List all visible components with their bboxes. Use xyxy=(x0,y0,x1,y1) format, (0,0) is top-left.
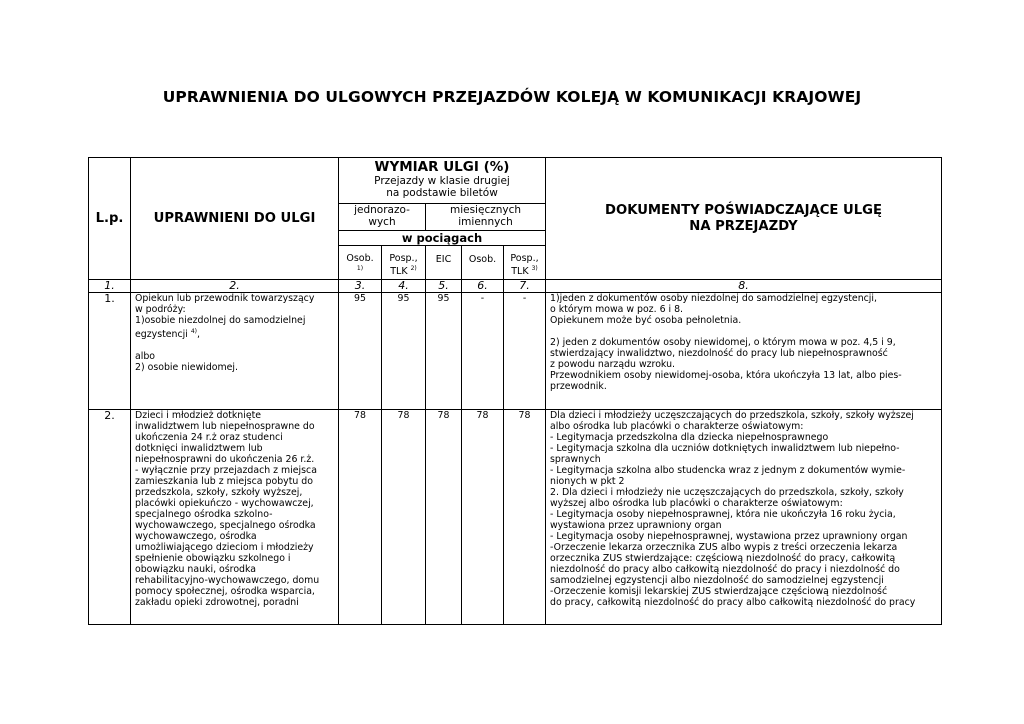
text-line: z powodu narządu wzroku. xyxy=(550,359,675,370)
col-posp-2-footnote: 3) xyxy=(531,264,538,272)
text-line: w podróży: xyxy=(135,304,186,315)
jednorazowych-line-1: jednorazo- xyxy=(354,204,410,216)
miesiecznych-line-1: miesięcznych xyxy=(449,204,522,216)
text-line: - Legitymacja osoby niepełnosprawnej, wystawiona przez uprawniony organ xyxy=(550,531,908,542)
table-row xyxy=(89,410,942,625)
header-dokumenty xyxy=(546,158,942,280)
value-cell: 95 xyxy=(339,293,382,410)
text-line: dotknięci inwalidztwem lub xyxy=(135,443,263,454)
col-posp-2-tlk: TLK xyxy=(511,266,529,277)
header-col-eic: EIC xyxy=(426,246,462,280)
jednorazowych-line-2: wych xyxy=(368,216,396,228)
text-line: wychowawczego, ośrodka xyxy=(135,531,257,542)
text-line: przedszkola, szkoły, szkoły wyższej, xyxy=(135,487,303,498)
column-number: 3. xyxy=(339,280,382,293)
text-line xyxy=(135,326,334,340)
text-line: 2) jeden z dokumentów osoby niewidomej, o którym mowa w poz. 4,5 i 9, xyxy=(550,337,896,348)
text-line: - Legitymacja szkolna dla uczniów dotkniętych inwalidztwem lub niepełno- xyxy=(550,443,900,454)
text-line: -Orzeczenie komisji lekarskiej ZUS stwierdzające częściową niezdolność xyxy=(550,586,888,597)
text-line: 1)osobie niezdolnej do samodzielnej xyxy=(135,315,306,326)
header-col-posp-2 xyxy=(504,246,546,280)
text-line: przewodnik. xyxy=(550,381,607,392)
dokumenty-cell xyxy=(546,293,942,410)
header-col-osob-2: Osob. xyxy=(462,246,504,280)
text-line: niezdolność do pracy albo całkowitą niezdolność do pracy i niezdolność do xyxy=(550,564,900,575)
text-fragment: , xyxy=(196,329,200,341)
text-line: 2) osobie niewidomej. xyxy=(135,362,239,374)
footnote-marker: 4) xyxy=(190,328,197,335)
column-number-row xyxy=(89,280,942,293)
col-osob-1-label: Osob. xyxy=(346,252,374,264)
text-line: stwierdzający inwalidztwo, niezdolność do pracy lub niepełnosprawność xyxy=(550,348,888,359)
wymiar-title: WYMIAR ULGI (%) xyxy=(374,159,510,175)
column-number: 4. xyxy=(382,280,426,293)
value-cell: 78 xyxy=(339,410,382,625)
text-line: wyższej albo ośrodka lub placówki o charakterze oświatowym: xyxy=(550,498,843,509)
header-dokumenty-line-1: DOKUMENTY POŚWIADCZAJĄCE ULGĘ xyxy=(605,202,882,218)
header-miesiecznych xyxy=(426,204,546,231)
column-number: 6. xyxy=(462,280,504,293)
header-jednorazowych xyxy=(339,204,426,231)
text-line: nionych w pkt 2 xyxy=(550,476,625,487)
text-fragment: egzystencji xyxy=(135,329,188,341)
dokumenty-cell xyxy=(546,410,942,625)
text-line: pomocy społecznej, ośrodka wsparcia, xyxy=(135,586,315,597)
text-line: inwalidztwem lub niepełnosprawne do xyxy=(135,421,315,432)
uprawnieni-cell xyxy=(131,410,339,625)
page-title: UPRAWNIENIA DO ULGOWYCH PRZEJAZDÓW KOLEJĄ W KOMUNIKACJI KRAJOWEJ xyxy=(162,88,862,106)
column-number: 5. xyxy=(426,280,462,293)
text-line: samodzielnej egzystencji albo niezdolność do samodzielnej egzystencji xyxy=(550,575,884,586)
text-line: zakładu opieki zdrowotnej, poradni xyxy=(135,597,299,608)
wymiar-sub-1: Przejazdy w klasie drugiej xyxy=(374,175,510,187)
text-line: umożliwiającego dzieciom i młodzieży xyxy=(135,542,314,553)
table-row xyxy=(89,293,942,410)
text-line: sprawnych xyxy=(550,454,601,465)
column-number: 8. xyxy=(546,280,942,293)
col-osob-1-footnote: 1) xyxy=(356,264,364,272)
header-col-posp-1 xyxy=(382,246,426,280)
header-col-osob-1 xyxy=(339,246,382,280)
header-wymiar xyxy=(339,158,546,204)
text-line: - Legitymacja przedszkolna dla dziecka niepełnosprawnego xyxy=(550,432,829,443)
text-line: rehabilitacyjno-wychowawczego, domu xyxy=(135,575,320,586)
text-line: - wyłącznie przy przejazdach z miejsca xyxy=(135,465,317,476)
text-line: Opiekun lub przewodnik towarzyszący xyxy=(135,293,315,304)
value-cell: 78 xyxy=(504,410,546,625)
text-line: Dla dzieci i młodzieży uczęszczających do przedszkola, szkoły, szkoły wyższej xyxy=(550,410,914,421)
column-number: 1. xyxy=(89,280,131,293)
row-number: 2. xyxy=(89,410,131,625)
header-uprawnieni: UPRAWNIENI DO ULGI xyxy=(131,158,339,280)
text-line: obowiązku nauki, ośrodka xyxy=(135,564,257,575)
uprawnieni-cell xyxy=(131,293,339,410)
wymiar-sub-2: na podstawie biletów xyxy=(386,187,498,199)
miesiecznych-line-2: imiennych xyxy=(458,216,513,228)
text-line: -Orzeczenie lekarza orzecznika ZUS albo wypis z treści orzeczenia lekarza xyxy=(550,542,898,553)
text-line: 1)jeden z dokumentów osoby niezdolnej do samodzielnej egzystencji, xyxy=(550,293,877,304)
value-cell: 95 xyxy=(382,293,426,410)
value-cell: 95 xyxy=(426,293,462,410)
value-cell: 78 xyxy=(426,410,462,625)
text-line: o którym mowa w poz. 6 i 8. xyxy=(550,304,684,315)
text-line: zamieszkania lub z miejsca pobytu do xyxy=(135,476,313,487)
value-cell: 78 xyxy=(382,410,426,625)
text-line: do pracy, całkowitą niezdolność do pracy albo całkowitą niezdolność do pracy xyxy=(550,597,916,608)
col-posp-1-tlk: TLK xyxy=(390,266,408,277)
header-lp: L.p. xyxy=(89,158,131,280)
col-posp-2-label: Posp., xyxy=(510,252,539,264)
col-posp-1-label: Posp., xyxy=(389,252,418,264)
text-line: spełnienie obowiązku szkolnego i xyxy=(135,553,291,564)
text-line: albo xyxy=(135,351,156,363)
header-dokumenty-line-2: NA PRZEJAZDY xyxy=(689,218,798,234)
col-posp-1-footnote: 2) xyxy=(410,264,417,272)
text-line: niepełnosprawni do ukończenia 26 r.ż. xyxy=(135,454,315,465)
discount-table xyxy=(88,157,942,625)
column-number: 7. xyxy=(504,280,546,293)
text-line: wychowawczego, specjalnego ośrodka xyxy=(135,520,316,531)
text-line: orzecznika ZUS stwierdzające: częściową niezdolność do pracy, całkowitą xyxy=(550,553,896,564)
header-w-pociagach: w pociągach xyxy=(339,231,546,246)
text-line: - Legitymacja osoby niepełnosprawnej, która nie ukończyła 16 roku życia, xyxy=(550,509,896,520)
text-line: Opiekunem może być osoba pełnoletnia. xyxy=(550,315,742,326)
text-line: wystawiona przez uprawniony organ xyxy=(550,520,722,531)
text-line: - Legitymacja szkolna albo studencka wraz z jednym z dokumentów wymie- xyxy=(550,465,906,476)
value-cell: 78 xyxy=(462,410,504,625)
column-number: 2. xyxy=(131,280,339,293)
text-line: Przewodnikiem osoby niewidomej-osoba, która ukończyła 13 lat, albo pies- xyxy=(550,370,902,381)
text-line: albo ośrodka lub placówki o charakterze oświatowym: xyxy=(550,421,804,432)
text-line: Dzieci i młodzież dotknięte xyxy=(135,410,262,421)
text-line: ukończenia 24 r.ż oraz studenci xyxy=(135,432,283,443)
value-cell: - xyxy=(504,293,546,410)
text-line: placówki opiekuńczo - wychowawczej, xyxy=(135,498,314,509)
value-cell: - xyxy=(462,293,504,410)
text-line: 2. Dla dzieci i młodzieży nie uczęszczających do przedszkola, szkoły, szkoły xyxy=(550,487,904,498)
text-line: specjalnego ośrodka szkolno- xyxy=(135,509,273,520)
row-number: 1. xyxy=(89,293,131,410)
